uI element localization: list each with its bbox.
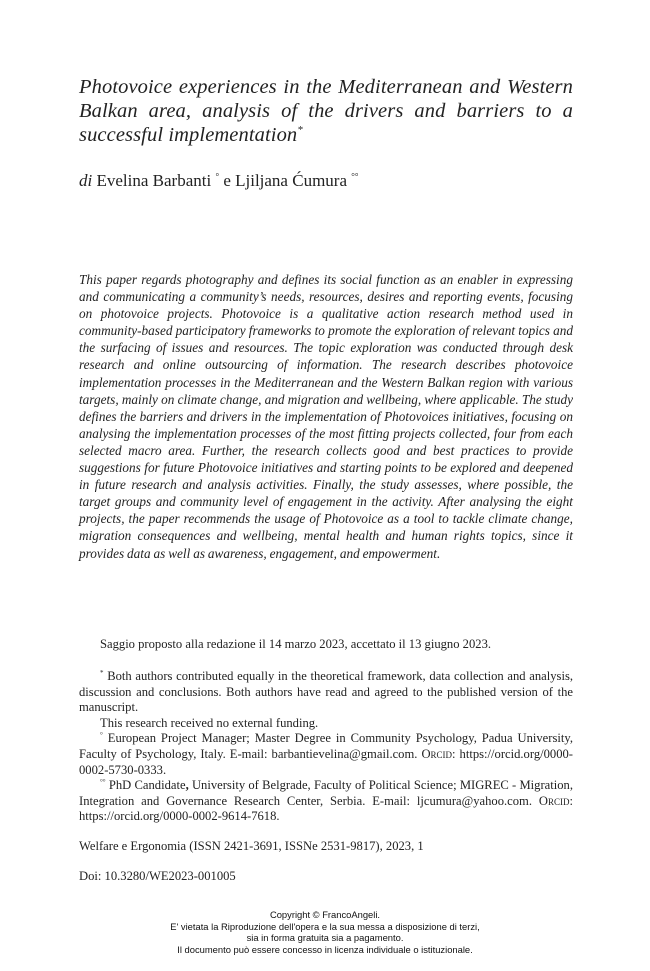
author-prefix: di [79,171,93,190]
paper-title-text: Photovoice experiences in the Mediterranean and Western Balkan area, analysis of the drivers and barriers to a successful implementation [79,76,573,146]
footnote-3-orcid: : https://orcid.org/0000-0002-9614-7618. [79,793,573,824]
copyright-line-3: sia in forma gratuita sia a pagamento. [246,932,404,943]
footnote-2-orcid: : https://orcid.org/0000-0002-5730-0333. [79,746,573,777]
footnote-1-mark: * [100,668,104,677]
footnote-author-2 [79,778,573,825]
copyright-line-1: Copyright © FrancoAngeli. [269,909,381,920]
footnote-3-orcid-label: Orcid [538,793,570,808]
footnotes [79,669,573,825]
footnote-2-text: European Project Manager; Master Degree in Community Psychology, Padua University, Faculty of Psychology, Italy. E-mail: barbantievelina@gmail.com. [79,731,573,761]
footnote-2-mark: ° [100,731,103,740]
footnote-2-orcid-label: Orcid [421,746,453,761]
footnote-3-lead: PhD Candidate [108,778,186,793]
author-2-mark: °° [351,171,359,182]
submission-dates: Saggio proposto alla redazione il 14 marzo 2023, accettato il 13 giugno 2023. [100,637,492,651]
copyright-notice [90,909,560,955]
author-1-mark: ° [215,171,220,182]
footnote-3-comma: , [185,778,189,793]
author-1-name: Evelina Barbanti [96,171,212,190]
author-conjunction: e [223,171,231,190]
journal-citation: Welfare e Ergonomia (ISSN 2421-3691, ISSNe 2531-9817), 2023, 1 [79,839,424,853]
author-2-name: Ljiljana Ćumura [235,171,347,190]
abstract: This paper regards photography and defines its social function as an enabler in expressing and communicating a community’s needs, resources, desires and reporting events, focusing on photovoice projects. Photovoice is a qualitative action research method used in community-based participatory frameworks to promote the exploration of relevant topics and the surfacing of issues and resources. The topic exploration was conducted through desk research and online outsourcing of information. The research describes photovoice implementation processes in the Mediterranean and the Western Balkan region with various targets, mainly on climate change, and migration and wellbeing, where applicable. The study defines the barriers and drivers in the implementation of Photovoices initiatives, focusing on analysing the implementation processes of the most fitting projects collected, four from each selected macro area. Further, the research collects good and best practices to provide suggestions for future Photovoice initiatives and starting points to be explored and deepened in future research and analysis activities. Finally, the study assesses, where possible, the target groups and community level of engagement in the activity. After analysing the eight projects, the paper recommends the usage of Photovoice as a tool to tackle climate change, migration consequences and wellbeing, mental health and human rights topics, since it provides data as well as awareness, engagement, and empowerment. [79,272,573,561]
copyright-line-2: E' vietata la Riproduzione dell'opera e la sua messa a disposizione di terzi, [170,920,480,932]
footnote-author-1 [79,731,573,778]
copyright-line-4: Il documento può essere concesso in licenza individuale o istituzionale. [177,943,473,955]
footnote-3-mark: °° [100,777,106,786]
footnote-3-text: University of Belgrade, Faculty of Political Science; MIGREC - Migration, Integration and Governance Research Center, Serbia. E-mail: ljcumura@yahoo.com. [79,778,573,808]
footnote-contribution [79,669,573,716]
paper-title [79,75,573,147]
title-footnote-mark: * [297,124,303,137]
footnote-funding: This research received no external funding. [100,715,319,730]
doi: Doi: 10.3280/WE2023-001005 [79,869,236,883]
footnote-1-text: Both authors contributed equally in the theoretical framework, data collection and analysis, discussion and conclusions. Both authors have read and agreed to the published version of the manuscript. [79,669,573,715]
author-line [79,170,358,192]
